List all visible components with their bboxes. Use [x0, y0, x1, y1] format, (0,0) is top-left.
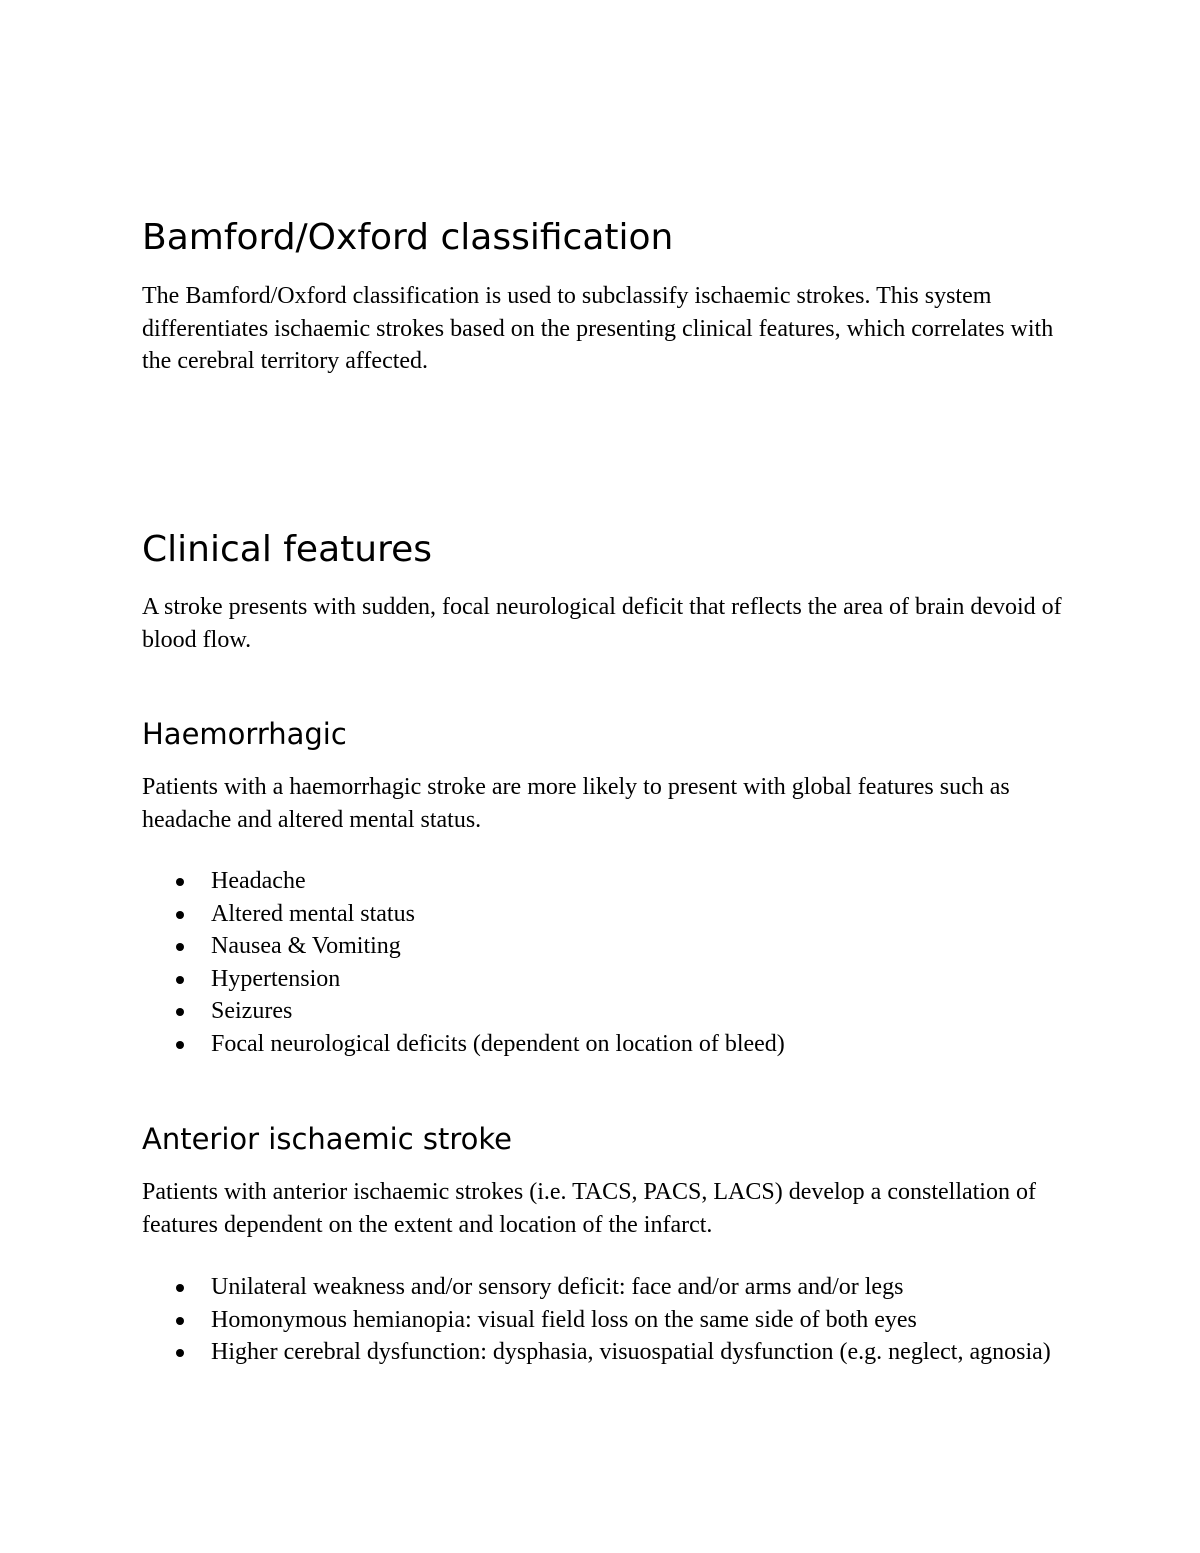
list-item-text: Higher cerebral dysfunction: dysphasia, visuospatial dysfunction (e.g. neglect, agnosia): [211, 1339, 1051, 1365]
anterior-ischaemic-feature-list: [142, 1271, 1062, 1369]
bullet-icon: [176, 943, 184, 951]
list-item-text: Nausea & Vomiting: [211, 933, 401, 959]
bullet-icon: [176, 1041, 184, 1049]
bullet-icon: [176, 1317, 184, 1325]
list-item-text: Homonymous hemianopia: visual field loss on the same side of both eyes: [211, 1306, 917, 1333]
clinical-features-paragraph: A stroke presents with sudden, focal neurological deficit that reflects the area of brain devoid of blood flow.: [142, 594, 1062, 653]
list-item-text: Hypertension: [211, 965, 341, 992]
haemorrhagic-heading: Haemorrhagic: [142, 717, 347, 751]
clinical-features-heading: Clinical features: [142, 529, 432, 570]
list-item: [142, 1028, 1062, 1061]
bullet-icon: [176, 911, 184, 919]
anterior-ischaemic-heading: Anterior ischaemic stroke: [142, 1122, 512, 1156]
list-item: [142, 930, 1062, 963]
haemorrhagic-symptom-list: [142, 865, 1062, 1060]
list-item-text: Seizures: [211, 998, 293, 1024]
list-item: [142, 865, 1062, 898]
list-item: [142, 1336, 1062, 1369]
bullet-icon: [176, 976, 184, 984]
list-item: [142, 995, 1062, 1028]
list-item: [142, 963, 1062, 996]
list-item: [142, 1304, 1062, 1337]
bullet-icon: [176, 1008, 184, 1016]
bullet-icon: [176, 1349, 184, 1357]
list-item-text: Altered mental status: [211, 900, 415, 927]
bamford-heading: Bamford/Oxford classification: [142, 217, 674, 258]
list-item-text: Focal neurological deficits (dependent on location of bleed): [211, 1030, 785, 1057]
anterior-ischaemic-paragraph: Patients with anterior ischaemic strokes (i.e. TACS, PACS, LACS) develop a constellation of features dependent on the extent and location of the infarct.: [142, 1179, 1036, 1238]
list-item-text: Unilateral weakness and/or sensory deficit: face and/or arms and/or legs: [211, 1274, 904, 1300]
haemorrhagic-paragraph: Patients with a haemorrhagic stroke are more likely to present with global features such as headache and altered mental status.: [142, 774, 1010, 833]
bullet-icon: [176, 878, 184, 886]
list-item: [142, 1271, 1062, 1304]
list-item-text: Headache: [211, 868, 306, 894]
bullet-icon: [176, 1284, 184, 1292]
bamford-paragraph: The Bamford/Oxford classification is used to subclassify ischaemic strokes. This system differentiates ischaemic strokes based on the presenting clinical features, which correlates with the cerebral territory affected.: [142, 283, 1054, 374]
list-item: [142, 898, 1062, 931]
